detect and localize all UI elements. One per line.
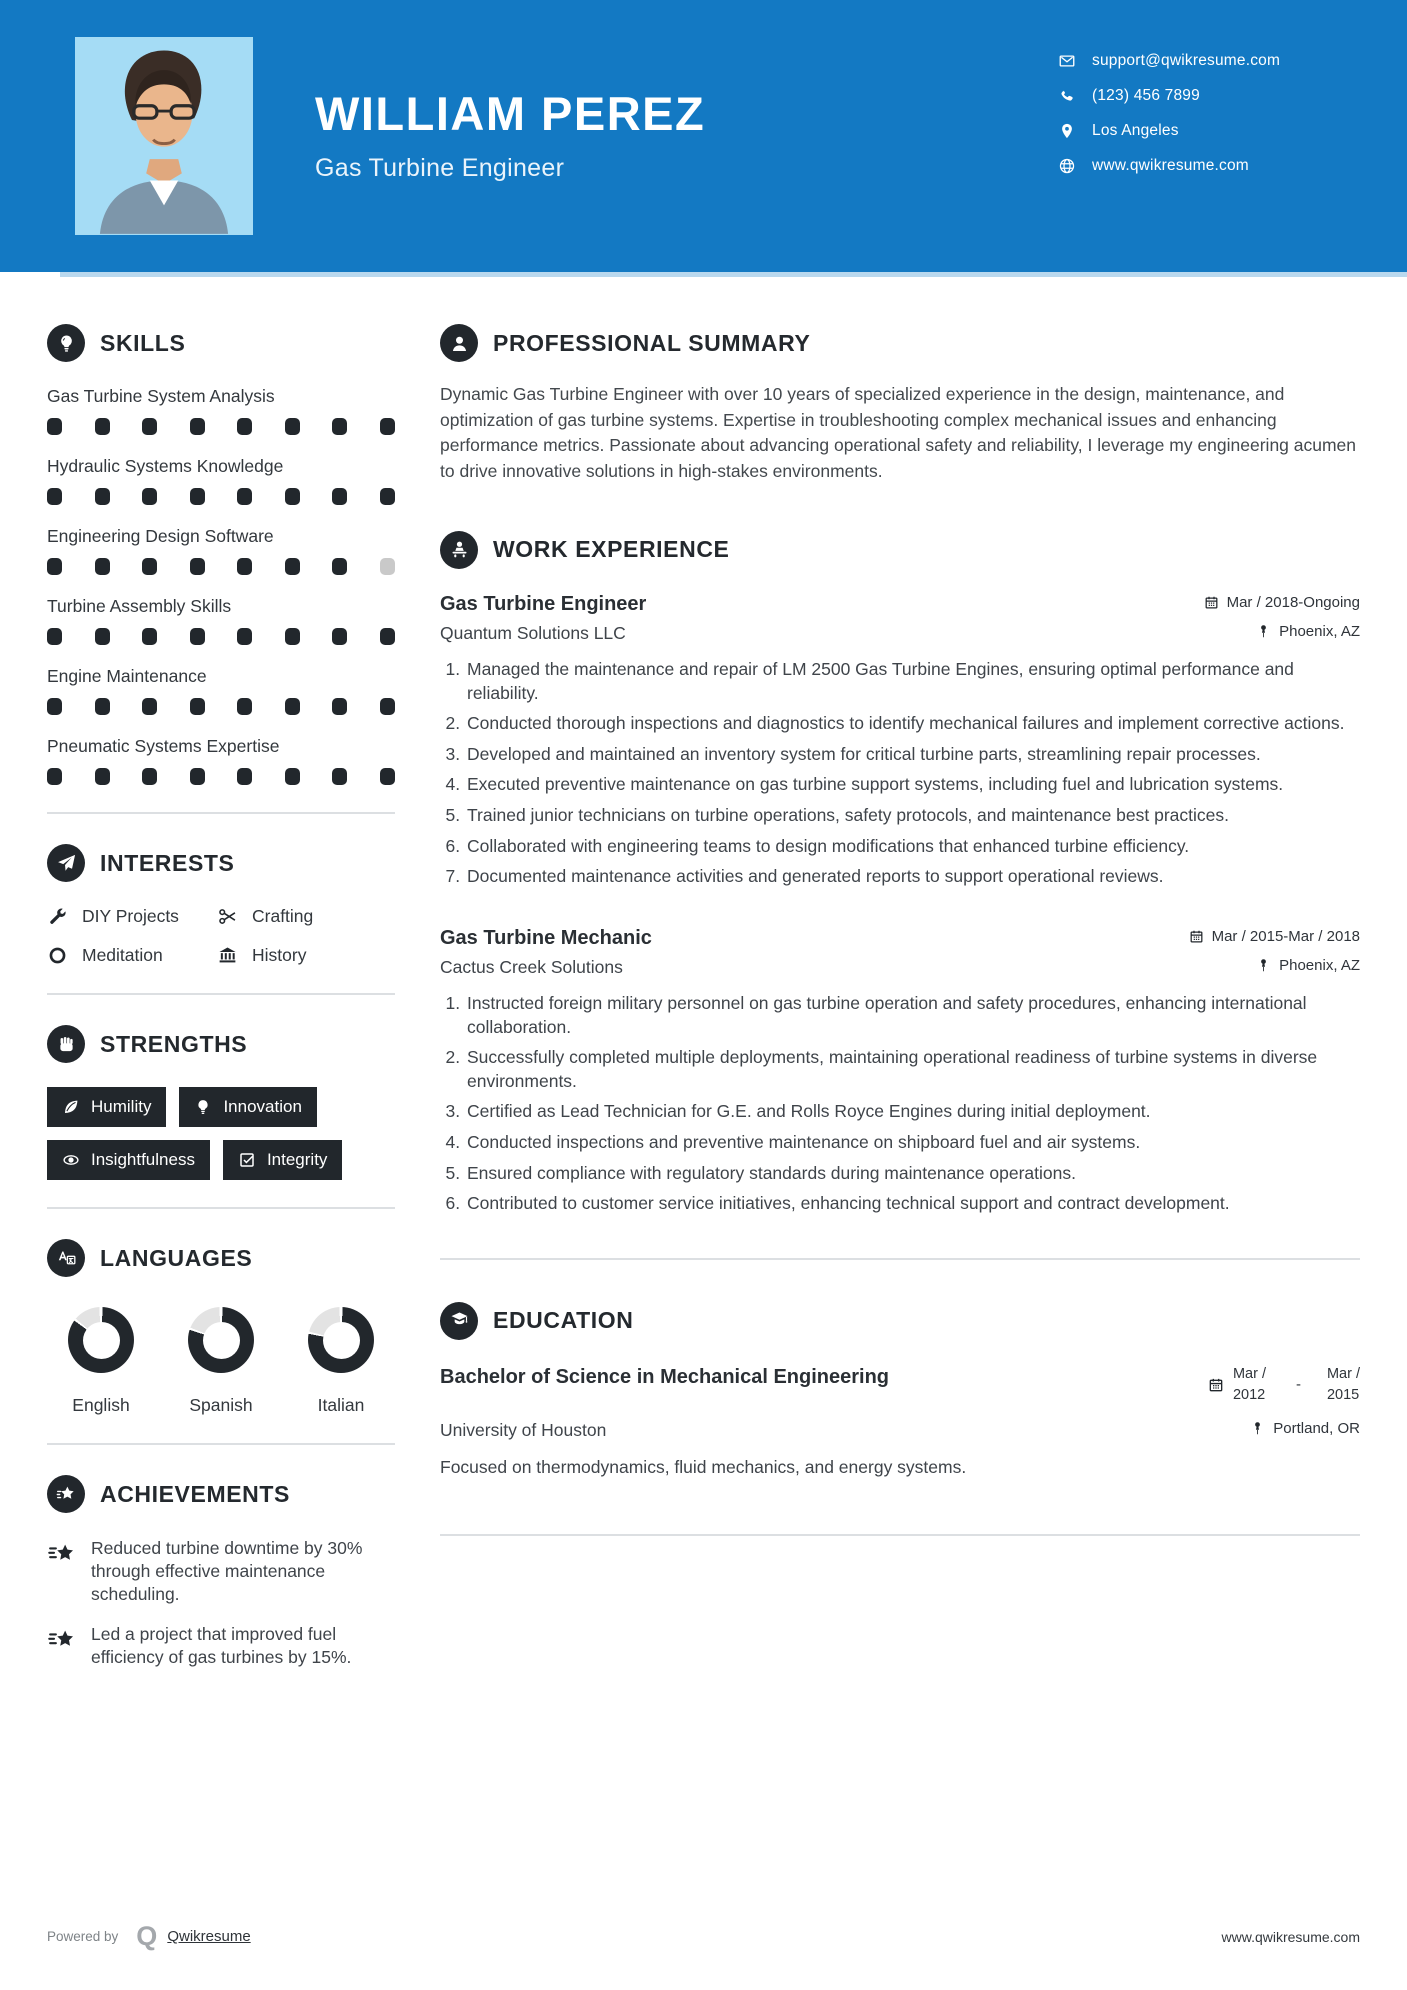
rating-dot-filled	[237, 768, 252, 785]
skill-label: Engineering Design Software	[47, 526, 274, 546]
shooting-star-icon	[47, 1539, 77, 1569]
start-year: 2012	[1232, 1386, 1266, 1403]
degree-name: Bachelor of Science in Mechanical Engineering	[440, 1365, 890, 1388]
powered-by-label: Powered by	[47, 1929, 119, 1944]
company-name: Quantum Solutions LLC	[440, 622, 626, 643]
job-company-row	[440, 950, 1360, 978]
rating-dot-filled	[95, 628, 110, 645]
job-bullet: 5. Trained junior technicians on turbine operations, safety protocols, and maintenance best practices.	[465, 804, 1360, 828]
summary-header	[440, 324, 1360, 362]
rating-dot-filled	[47, 558, 62, 575]
skills-section	[47, 324, 395, 785]
person-name: WILLIAM PEREZ	[315, 86, 706, 140]
rating-dot-filled	[237, 418, 252, 435]
contact-website[interactable]	[1058, 157, 1280, 175]
job-bullets	[440, 658, 1360, 889]
job-location-text: Phoenix, AZ	[1279, 956, 1360, 974]
translate-icon	[47, 1239, 85, 1277]
donut-hole	[83, 1322, 120, 1359]
achievements-section	[47, 1475, 395, 1669]
calendar-icon	[1204, 595, 1219, 610]
qwikresume-link[interactable]: Qwikresume	[167, 1928, 251, 1945]
rating-dot-filled	[142, 418, 157, 435]
skills-header	[47, 324, 395, 362]
languages-title: LANGUAGES	[100, 1244, 253, 1271]
rating-dot-filled	[380, 488, 395, 505]
job-bullet: 1. Instructed foreign military personnel on gas turbine operation and safety procedures, enhancing international collaboration.	[465, 992, 1360, 1039]
page-footer	[47, 1923, 1360, 1950]
strength-badge	[47, 1140, 210, 1180]
end-month: Mar /	[1326, 1365, 1360, 1382]
shooting-star-icon	[47, 1625, 77, 1655]
interest-label: DIY Projects	[82, 906, 179, 926]
summary-section	[440, 324, 1360, 485]
rating-dot-filled	[190, 558, 205, 575]
job-date	[1189, 928, 1360, 945]
rating-dot-empty	[380, 558, 395, 575]
interests-grid	[47, 906, 395, 966]
fist-icon	[47, 1025, 85, 1063]
interest-label: Meditation	[82, 945, 163, 965]
strength-label: Insightfulness	[91, 1150, 195, 1169]
skill-row	[47, 596, 395, 645]
skill-row	[47, 456, 395, 505]
company-name: Cactus Creek Solutions	[440, 956, 623, 977]
rating-dot-filled	[190, 488, 205, 505]
rating-dot-filled	[285, 418, 300, 435]
job-company-row	[440, 616, 1360, 644]
rating-dot-filled	[95, 768, 110, 785]
rating-dot-filled	[380, 698, 395, 715]
worker-desk-icon	[440, 531, 478, 569]
achievement-item	[47, 1537, 395, 1606]
contact-location	[1058, 122, 1280, 140]
contact-email-text: support@qwikresume.com	[1092, 52, 1281, 69]
education-start-date	[1233, 1364, 1266, 1406]
rating-dot-filled	[142, 488, 157, 505]
skill-rating-dots	[47, 698, 395, 715]
job-bullet: 6. Collaborated with engineering teams to design modifications that enhanced turbine efficiency.	[465, 835, 1360, 859]
rating-dot-filled	[95, 698, 110, 715]
job-bullet: 3. Certified as Lead Technician for G.E. and Rolls Royce Engines during initial deployment.	[465, 1100, 1360, 1124]
skill-row	[47, 526, 395, 575]
summary-text: Dynamic Gas Turbine Engineer with over 10 years of specialized experience in the design, maintenance, and optimization of gas turbine systems. Expertise in troubleshooting complex mechanical issues and enhancing performance metrics. Passionate about advancing operational safety and reliability, I leverage my engineering acumen to drive innovative solutions in high-stakes environments.	[440, 384, 1357, 482]
job-bullet: 5. Ensured compliance with regulatory standards during maintenance operations.	[465, 1162, 1360, 1186]
footer-website[interactable]: www.qwikresume.com	[1221, 1928, 1360, 1945]
job-bullet: 3. Developed and maintained an inventory system for critical turbine parts, streamlining repair processes.	[465, 743, 1360, 767]
strength-badge	[223, 1140, 342, 1180]
rating-dot-filled	[237, 558, 252, 575]
achievement-text: Reduced turbine downtime by 30% through effective maintenance scheduling.	[91, 1538, 363, 1605]
interests-title: INTERESTS	[100, 849, 235, 876]
job-date	[1204, 594, 1360, 611]
rating-dot-filled	[237, 628, 252, 645]
rating-dot-filled	[380, 768, 395, 785]
interest-item	[47, 945, 217, 966]
skill-rating-dots	[47, 488, 395, 505]
date-range-dash: -	[1295, 1376, 1301, 1394]
work-header	[440, 531, 1360, 569]
paper-plane-icon	[47, 844, 85, 882]
globe-icon	[1058, 157, 1076, 175]
job-title-row	[440, 593, 1360, 616]
strength-label: Integrity	[266, 1150, 328, 1169]
rating-dot-filled	[285, 698, 300, 715]
interests-header	[47, 844, 395, 882]
powered-by-block	[47, 1923, 251, 1950]
rating-dot-filled	[332, 698, 347, 715]
rating-dot-filled	[380, 628, 395, 645]
skill-label: Turbine Assembly Skills	[47, 596, 232, 616]
profile-photo	[75, 37, 253, 235]
header-banner	[0, 0, 1407, 272]
job-title: Gas Turbine Engineer	[440, 592, 647, 615]
strengths-header	[47, 1025, 395, 1063]
main-divider	[440, 1258, 1360, 1260]
person-job-title: Gas Turbine Engineer	[315, 153, 565, 182]
rating-dot-filled	[142, 558, 157, 575]
graduate-icon	[440, 1302, 478, 1340]
job-location	[1256, 957, 1360, 974]
rating-dot-filled	[285, 768, 300, 785]
main-divider	[440, 1534, 1360, 1536]
education-location-text: Portland, OR	[1273, 1419, 1360, 1437]
content-columns	[0, 272, 1407, 1686]
language-label: English	[72, 1395, 130, 1415]
job-entry	[440, 593, 1360, 889]
job-bullets	[440, 992, 1360, 1216]
education-section	[440, 1302, 1360, 1478]
rating-dot-filled	[190, 418, 205, 435]
education-header	[440, 1302, 1360, 1340]
job-bullet: 1. Managed the maintenance and repair of LM 2500 Gas Turbine Engines, ensuring optimal performance and reliability.	[465, 658, 1360, 705]
leaf-icon	[62, 1098, 80, 1116]
education-note: Focused on thermodynamics, fluid mechanics, and energy systems.	[440, 1456, 967, 1477]
rating-dot-filled	[142, 628, 157, 645]
rating-dot-filled	[332, 628, 347, 645]
rating-dot-filled	[190, 768, 205, 785]
rating-dot-filled	[47, 418, 62, 435]
bulb-icon	[194, 1098, 212, 1116]
main-column	[440, 272, 1360, 1536]
rating-dot-filled	[47, 768, 62, 785]
skill-rating-dots	[47, 558, 395, 575]
rating-dot-filled	[380, 418, 395, 435]
calendar-icon	[1208, 1377, 1224, 1393]
strength-label: Innovation	[223, 1097, 302, 1116]
interest-item	[47, 906, 217, 927]
contact-phone	[1058, 87, 1280, 105]
skill-row	[47, 386, 395, 435]
rating-dot-filled	[332, 488, 347, 505]
education-location	[1250, 1420, 1360, 1437]
rating-dot-filled	[142, 698, 157, 715]
rating-dot-filled	[332, 418, 347, 435]
sidebar-divider	[47, 1443, 395, 1445]
email-icon	[1058, 52, 1076, 70]
languages-list	[47, 1301, 395, 1416]
job-bullet: 4. Executed preventive maintenance on gas turbine support systems, including fuel and lubrication systems.	[465, 773, 1360, 797]
pushpin-icon	[1256, 624, 1271, 639]
eye-icon	[62, 1151, 80, 1169]
job-location	[1256, 623, 1360, 640]
job-location-text: Phoenix, AZ	[1279, 622, 1360, 640]
contact-website-text: www.qwikresume.com	[1092, 157, 1249, 174]
job-title-row	[440, 927, 1360, 950]
education-school-row	[440, 1420, 1360, 1441]
lightbulb-icon	[47, 324, 85, 362]
work-title: WORK EXPERIENCE	[493, 536, 730, 563]
summary-title: PROFESSIONAL SUMMARY	[493, 329, 811, 356]
donut-hole	[323, 1322, 360, 1359]
phone-icon	[1058, 87, 1076, 105]
strength-badge	[179, 1087, 316, 1127]
education-end-date	[1327, 1364, 1360, 1406]
rating-dot-filled	[285, 488, 300, 505]
museum-icon	[217, 945, 238, 966]
skill-label: Pneumatic Systems Expertise	[47, 736, 280, 756]
pushpin-icon	[1256, 958, 1271, 973]
work-section	[440, 531, 1360, 1216]
achievements-header	[47, 1475, 395, 1513]
language-donut-chart	[188, 1307, 254, 1373]
ring-icon	[47, 945, 68, 966]
job-date-text: Mar / 2015-Mar / 2018	[1211, 927, 1360, 945]
contact-email	[1058, 52, 1280, 70]
sidebar	[47, 272, 395, 1686]
calendar-icon	[1189, 929, 1204, 944]
contact-phone-text: (123) 456 7899	[1092, 87, 1200, 104]
school-name: University of Houston	[440, 1419, 607, 1440]
rating-dot-filled	[332, 768, 347, 785]
pushpin-icon	[1250, 1421, 1265, 1436]
rating-dot-filled	[332, 558, 347, 575]
skill-rating-dots	[47, 768, 395, 785]
job-bullet: 2. Successfully completed multiple deployments, maintaining operational readiness of turbine systems in diverse environments.	[465, 1046, 1360, 1093]
job-bullet: 4. Conducted inspections and preventive maintenance on shipboard fuel and air systems.	[465, 1131, 1360, 1155]
contact-location-text: Los Angeles	[1092, 122, 1179, 139]
job-bullet: 2. Conducted thorough inspections and diagnostics to identify mechanical failures and implement corrective actions.	[465, 712, 1360, 736]
rating-dot-filled	[190, 628, 205, 645]
education-degree-row	[440, 1364, 1360, 1406]
education-date	[1208, 1364, 1360, 1406]
job-bullet: 6. Contributed to customer service initiatives, enhancing technical support and contract development.	[465, 1192, 1360, 1216]
sidebar-divider	[47, 812, 395, 814]
language-item	[175, 1307, 267, 1416]
strengths-badges	[47, 1087, 395, 1180]
language-donut-chart	[68, 1307, 134, 1373]
person-icon	[440, 324, 478, 362]
education-title: EDUCATION	[493, 1307, 634, 1334]
rating-dot-filled	[95, 488, 110, 505]
job-entry	[440, 927, 1360, 1216]
strengths-title: STRENGTHS	[100, 1030, 248, 1057]
end-year: 2015	[1326, 1386, 1360, 1403]
skill-row	[47, 736, 395, 785]
languages-header	[47, 1239, 395, 1277]
sidebar-divider	[47, 993, 395, 995]
wrench-icon	[47, 906, 68, 927]
achievements-list	[47, 1537, 395, 1669]
job-title: Gas Turbine Mechanic	[440, 926, 652, 949]
person-portrait-placeholder	[75, 37, 253, 235]
achievement-text: Led a project that improved fuel efficiency of gas turbines by 15%.	[91, 1624, 352, 1668]
achievement-item	[47, 1623, 395, 1669]
rating-dot-filled	[190, 698, 205, 715]
rating-dot-filled	[142, 768, 157, 785]
rating-dot-filled	[47, 628, 62, 645]
rating-dot-filled	[95, 558, 110, 575]
skill-label: Engine Maintenance	[47, 666, 207, 686]
language-label: Italian	[317, 1395, 365, 1415]
rating-dot-filled	[47, 488, 62, 505]
language-label: Spanish	[189, 1395, 253, 1415]
language-item	[295, 1307, 387, 1416]
achievements-title: ACHIEVEMENTS	[100, 1480, 290, 1507]
rating-dot-filled	[237, 698, 252, 715]
skill-rating-dots	[47, 628, 395, 645]
scissors-icon	[217, 906, 238, 927]
strengths-section	[47, 1025, 395, 1180]
qwikresume-logo: Q	[136, 1921, 158, 1951]
rating-dot-filled	[285, 628, 300, 645]
location-icon	[1058, 122, 1076, 140]
interest-item	[217, 945, 395, 966]
contact-list	[1058, 52, 1280, 192]
job-bullet: 7. Documented maintenance activities and generated reports to support operational reviews.	[465, 865, 1360, 889]
start-month: Mar /	[1232, 1365, 1266, 1382]
rating-dot-filled	[237, 488, 252, 505]
interest-label: Crafting	[252, 906, 314, 926]
interest-item	[217, 906, 395, 927]
interest-label: History	[252, 945, 307, 965]
language-donut-chart	[308, 1307, 374, 1373]
languages-section	[47, 1239, 395, 1416]
skills-title: SKILLS	[100, 329, 186, 356]
star-icon	[47, 1475, 85, 1513]
rating-dot-filled	[285, 558, 300, 575]
sidebar-divider	[47, 1207, 395, 1209]
language-item	[55, 1307, 147, 1416]
checkbox-icon	[238, 1151, 256, 1169]
rating-dot-filled	[95, 418, 110, 435]
skills-list	[47, 386, 395, 785]
donut-hole	[203, 1322, 240, 1359]
rating-dot-filled	[47, 698, 62, 715]
strength-label: Humility	[91, 1097, 152, 1116]
skill-row	[47, 666, 395, 715]
interests-section	[47, 844, 395, 966]
skill-rating-dots	[47, 418, 395, 435]
skill-label: Gas Turbine System Analysis	[47, 386, 275, 406]
job-date-text: Mar / 2018-Ongoing	[1226, 593, 1360, 611]
strength-badge	[47, 1087, 166, 1127]
skill-label: Hydraulic Systems Knowledge	[47, 456, 284, 476]
